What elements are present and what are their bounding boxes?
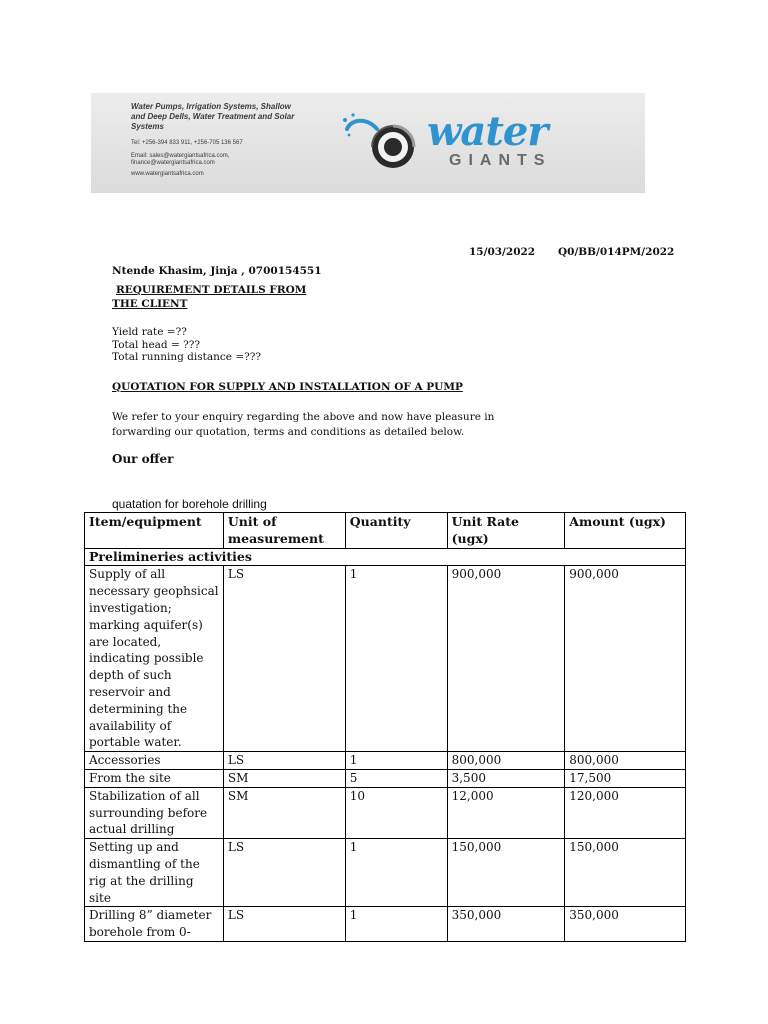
cell-unit: LS [223, 566, 345, 752]
cell-quantity: 1 [345, 566, 447, 752]
table-title: quatation for borehole drilling [112, 497, 267, 511]
company-info [131, 102, 331, 178]
table-row [85, 769, 686, 787]
company-email: Email: sales@watergiantsafrica.com, finance@watergiantsafrica.com [131, 152, 230, 166]
cell-quantity: 10 [345, 787, 447, 838]
company-logo [337, 107, 557, 181]
cell-amount: 17,500 [565, 769, 686, 787]
header-item: Item/equipment [85, 513, 224, 549]
requirement-item: Total running distance =??? [112, 351, 261, 363]
cell-rate: 900,000 [447, 566, 565, 752]
cell-unit: LS [223, 752, 345, 770]
cell-unit: LS [223, 839, 345, 907]
table-row [85, 752, 686, 770]
requirements-list [112, 326, 261, 364]
quotation-heading: QUOTATION FOR SUPPLY AND INSTALLATION OF A PUMP [112, 381, 463, 393]
cell-item: Setting up and dismantling of the rig at the drilling site [85, 839, 224, 907]
client-details: Ntende Khasim, Jinja , 0700154551 [112, 265, 322, 277]
logo-word: water [427, 108, 548, 155]
cell-quantity: 1 [345, 839, 447, 907]
cell-unit: SM [223, 769, 345, 787]
our-offer-label: Our offer [112, 452, 174, 466]
cell-rate: 800,000 [447, 752, 565, 770]
swirl-logo-icon [337, 107, 437, 181]
cell-amount: 120,000 [565, 787, 686, 838]
cell-amount: 350,000 [565, 907, 686, 942]
cell-rate: 12,000 [447, 787, 565, 838]
cell-quantity: 5 [345, 769, 447, 787]
cell-item: Supply of all necessary geophsical investigation; marking aquifer(s) are located, indicating possible depth of such reservoir and determining the availability of portable water. [85, 566, 224, 752]
requirement-item: Total head = ??? [112, 338, 201, 351]
cell-amount: 900,000 [565, 566, 686, 752]
quote-date: 15/03/2022 [469, 246, 536, 258]
header-unit-rate: Unit Rate (ugx) [447, 513, 565, 549]
header-quantity: Quantity [345, 513, 447, 549]
cell-item: From the site [85, 769, 224, 787]
cell-unit: LS [223, 907, 345, 942]
cell-item: Drilling 8” diameter borehole from 0- [85, 907, 224, 942]
table-row [85, 839, 686, 907]
cell-rate: 150,000 [447, 839, 565, 907]
header-amount: Amount (ugx) [565, 513, 686, 549]
header-unit: Unit of measurement [223, 513, 345, 549]
cell-unit: SM [223, 787, 345, 838]
section-row [85, 548, 686, 566]
requirements-heading: REQUIREMENT DETAILS FROM THE CLIENT [112, 284, 307, 310]
cell-quantity: 1 [345, 752, 447, 770]
cell-item: Accessories [85, 752, 224, 770]
table-row [85, 566, 686, 752]
table-row [85, 787, 686, 838]
company-phone: Tel: +256-394 833 911, +256-705 136 567 [131, 140, 243, 146]
section-title: Prelimineries activities [85, 548, 686, 566]
cell-rate: 350,000 [447, 907, 565, 942]
quotation-table [84, 512, 686, 942]
letterhead-banner [91, 93, 645, 193]
company-tagline: Water Pumps, Irrigation Systems, Shallow and Deep Dells, Water Treatment and Solar Systems [131, 102, 295, 131]
cell-amount: 800,000 [565, 752, 686, 770]
table-row [85, 907, 686, 942]
cell-amount: 150,000 [565, 839, 686, 907]
cell-item: Stabilization of all surrounding before actual drilling [85, 787, 224, 838]
intro-paragraph: We refer to your enquiry regarding the above and now have pleasure in forwarding our quotation, terms and conditions as detailed below. [112, 411, 495, 438]
table-header-row [85, 513, 686, 549]
cell-rate: 3,500 [447, 769, 565, 787]
requirement-item: Yield rate =?? [112, 326, 187, 338]
cell-quantity: 1 [345, 907, 447, 942]
quote-reference: Q0/BB/014PM/2022 [558, 246, 675, 258]
logo-subword: GIANTS [449, 152, 552, 169]
company-website: www.watergiantsafrica.com [131, 170, 204, 177]
